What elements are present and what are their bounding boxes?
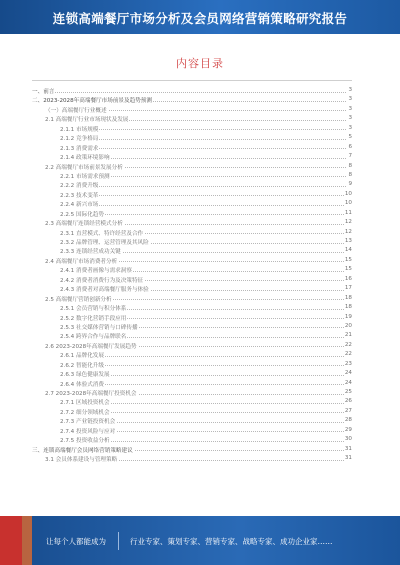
toc-entry-label: 2.7.3 产业链投资机会 (60, 419, 116, 426)
toc-entry[interactable] (32, 124, 352, 133)
toc-entry-label: 2.7.1 区域投资机会 (60, 400, 110, 407)
toc-entry-label: 2.2.1 市场需求预测 (60, 173, 110, 180)
toc-entry-label: 一、前言 (32, 89, 55, 95)
dot-leader (60, 148, 346, 149)
toc-entry[interactable] (32, 341, 352, 350)
toc-entry-label: 2.1.4 政策环境影响 (60, 155, 110, 162)
toc-entry-page: 5 (348, 134, 352, 141)
footer-tagline: 行业专家、策划专家、营销专家、战略专家、成功企业家…… (130, 537, 333, 546)
toc-entry-page: 18 (344, 304, 352, 311)
toc-entry-label: 2.1 高端餐厅行业市场现状及发展 (45, 117, 129, 124)
toc-entry-page: 31 (344, 445, 352, 452)
toc-entry[interactable] (32, 133, 352, 142)
toc-entry-page: 18 (344, 294, 352, 301)
footer-accent (0, 516, 22, 565)
toc-entry-page: 22 (344, 341, 352, 348)
toc-entry[interactable] (32, 350, 352, 359)
toc-entry-page: 11 (344, 209, 352, 216)
toc-entry-label: 2.5.1 会员营销与积分体系 (60, 306, 127, 313)
toc-entry[interactable] (32, 379, 352, 388)
toc-entry-page: 16 (344, 275, 352, 282)
toc-entry[interactable] (32, 237, 352, 246)
toc-entry[interactable] (32, 95, 352, 104)
footer-accent-secondary (22, 516, 32, 565)
toc-entry-label: 2.1.1 市场规模 (60, 126, 99, 133)
toc-entry[interactable] (32, 162, 352, 171)
toc-entry-label: 2.5.2 数字化营销手段应用 (60, 315, 127, 322)
toc-entry[interactable] (32, 303, 352, 312)
footer-divider (118, 532, 119, 550)
toc-entry-page: 28 (344, 417, 352, 424)
toc-entry-label: 2.7.4 投资风险与应对 (60, 428, 116, 435)
report-title: 连锁高端餐厅市场分析及会员网络营销策略研究报告 (52, 11, 348, 26)
toc-entry-label: 2.2.3 技术变革 (60, 192, 99, 199)
toc-entry-page: 9 (348, 181, 352, 188)
toc-entry-label: 2.5.4 跨界合作与品牌联名 (60, 334, 127, 341)
toc-entry[interactable] (32, 105, 352, 114)
toc-entry-page: 8 (348, 171, 352, 178)
toc-entry[interactable] (32, 294, 352, 303)
toc-entry[interactable] (32, 313, 352, 322)
toc-entry[interactable] (32, 284, 352, 293)
toc-entry-label: 2.3.1 直营模式、特许经营及合作 (60, 230, 144, 237)
toc-entry[interactable] (32, 171, 352, 180)
toc-entry[interactable] (32, 265, 352, 274)
toc-entry-label: 2.2.5 国际化趋势 (60, 211, 104, 218)
toc-entry-page: 15 (344, 256, 352, 263)
toc-entry-label: 2.6.1 品牌化发展 (60, 353, 104, 360)
toc-entry-page: 15 (344, 266, 352, 273)
toc-entry[interactable] (32, 218, 352, 227)
toc-entry-label: 2.2.4 新兴市场 (60, 202, 99, 209)
toc-entry-label: 2.5 高端餐厅营销创新分析 (45, 296, 112, 303)
toc-entry[interactable] (32, 416, 352, 425)
toc-entry-page: 24 (344, 370, 352, 377)
toc-entry-label: 2.3.2 品牌管理、运营管理及其风险 (60, 240, 149, 246)
toc-entry-page: 12 (344, 228, 352, 235)
toc-entry-page: 8 (348, 162, 352, 169)
toc-entry[interactable] (32, 397, 352, 406)
toc-entry-label: 2.6.2 智能化升级 (60, 362, 104, 369)
toc-entry[interactable] (32, 180, 352, 189)
toc-entry-label: 二、2023-2028年高端餐厅市场前景及趋势预测 (32, 98, 152, 105)
toc-entry-page: 25 (344, 389, 352, 395)
header-banner (0, 0, 400, 34)
toc-entry-label: 2.5.3 社交媒体营销与口碑传播 (60, 324, 138, 331)
toc-entry-page: 20 (344, 322, 352, 329)
toc-entry-page: 3 (348, 124, 352, 131)
toc-entry[interactable] (32, 369, 352, 378)
toc-entry-label: 2.1.2 竞争格局 (60, 136, 99, 143)
toc-entry-label: 2.2.2 消费升级 (60, 183, 99, 190)
toc-entry-page: 29 (344, 426, 352, 433)
toc-entry-label: 2.2 高端餐厅市场前景发展分析 (45, 164, 123, 171)
toc-entry-page: 21 (344, 332, 352, 339)
toc-entry[interactable] (32, 256, 352, 265)
toc-entry-page: 3 (348, 96, 352, 103)
toc-entry-label: 3.1 会员体系建设与管理策略 (45, 457, 118, 464)
toc-top-divider (32, 80, 352, 81)
table-of-contents (32, 86, 352, 464)
toc-entry[interactable] (32, 360, 352, 369)
toc-entry-label: 2.6 2023-2028年高端餐厅发展趋势 (45, 343, 137, 350)
dot-leader (60, 129, 346, 130)
toc-entry-page: 31 (344, 455, 352, 462)
toc-entry-label: （一）高端餐厅行业概述 (45, 107, 107, 114)
toc-entry-page: 30 (344, 436, 352, 443)
toc-entry[interactable] (32, 322, 352, 331)
toc-entry-page: 6 (348, 143, 352, 150)
toc-entry-label: 2.7.5 投资收益分析 (60, 438, 110, 445)
toc-entry-page: 14 (344, 247, 352, 254)
toc-entry-page: 3 (348, 115, 352, 122)
toc-entry[interactable] (32, 143, 352, 152)
footer-banner (0, 516, 400, 565)
toc-entry[interactable] (32, 228, 352, 237)
toc-entry[interactable] (32, 426, 352, 435)
toc-entry-page: 7 (348, 153, 352, 160)
toc-entry-page: 13 (344, 238, 352, 244)
toc-entry[interactable] (32, 454, 352, 463)
toc-entry-page: 27 (344, 407, 352, 414)
toc-heading: 内容目录 (176, 57, 224, 70)
toc-entry[interactable] (32, 86, 352, 95)
toc-entry-page: 10 (344, 200, 352, 207)
toc-entry[interactable] (32, 331, 352, 340)
toc-entry[interactable] (32, 209, 352, 218)
toc-entry[interactable] (32, 275, 352, 284)
toc-entry[interactable] (32, 190, 352, 199)
dot-leader (60, 205, 346, 206)
toc-entry-label: 2.6.3 绿色健康发展 (60, 372, 110, 379)
toc-entry-page: 22 (344, 351, 352, 358)
toc-entry-label: 2.7 2023-2028年高端餐厅投资机会 (45, 391, 137, 397)
toc-entry-label: 2.4.1 消费者画像与需求洞察 (60, 268, 132, 275)
toc-entry-page: 3 (348, 87, 352, 93)
dot-leader (60, 195, 346, 196)
footer-slogan: 让每个人都能成为 (46, 537, 106, 546)
toc-entry-label: 2.3.3 连锁经营成功关键 (60, 249, 121, 256)
toc-entry[interactable] (32, 445, 352, 454)
toc-entry[interactable] (32, 114, 352, 123)
toc-entry-label: 2.1.3 消费需求 (60, 145, 99, 152)
dot-leader (60, 139, 346, 140)
dot-leader (32, 92, 346, 93)
toc-entry[interactable] (32, 152, 352, 161)
toc-entry-label: 2.4 高端餐厅市场消费者分析 (45, 258, 118, 265)
toc-entry-label: 三、连锁高端餐厅会员网络营销策略建议 (32, 447, 133, 454)
toc-entry-label: 2.4.3 消费者对高端餐厅服务与体验 (60, 287, 149, 294)
toc-entry-label: 2.6.4 体验式消费 (60, 381, 104, 388)
toc-entry-page: 23 (344, 360, 352, 367)
toc-entry[interactable] (32, 388, 352, 397)
toc-entry-label: 2.7.2 细分领域机会 (60, 409, 110, 416)
toc-entry[interactable] (32, 246, 352, 255)
toc-entry-page: 10 (344, 190, 352, 197)
toc-entry-page: 17 (344, 285, 352, 292)
toc-entry-page: 3 (348, 105, 352, 112)
toc-entry[interactable] (32, 407, 352, 416)
dot-leader (60, 186, 346, 187)
toc-entry[interactable] (32, 199, 352, 208)
toc-entry-page: 19 (344, 313, 352, 320)
toc-entry-label: 2.3 高端餐厅连锁经营模式分析 (45, 221, 123, 228)
toc-entry-label: 2.4.2 消费者消费行为及决策特征 (60, 277, 144, 284)
toc-entry-page: 26 (344, 398, 352, 405)
toc-entry-page: 12 (344, 219, 352, 226)
toc-entry-page: 24 (344, 379, 352, 386)
toc-entry[interactable] (32, 435, 352, 444)
